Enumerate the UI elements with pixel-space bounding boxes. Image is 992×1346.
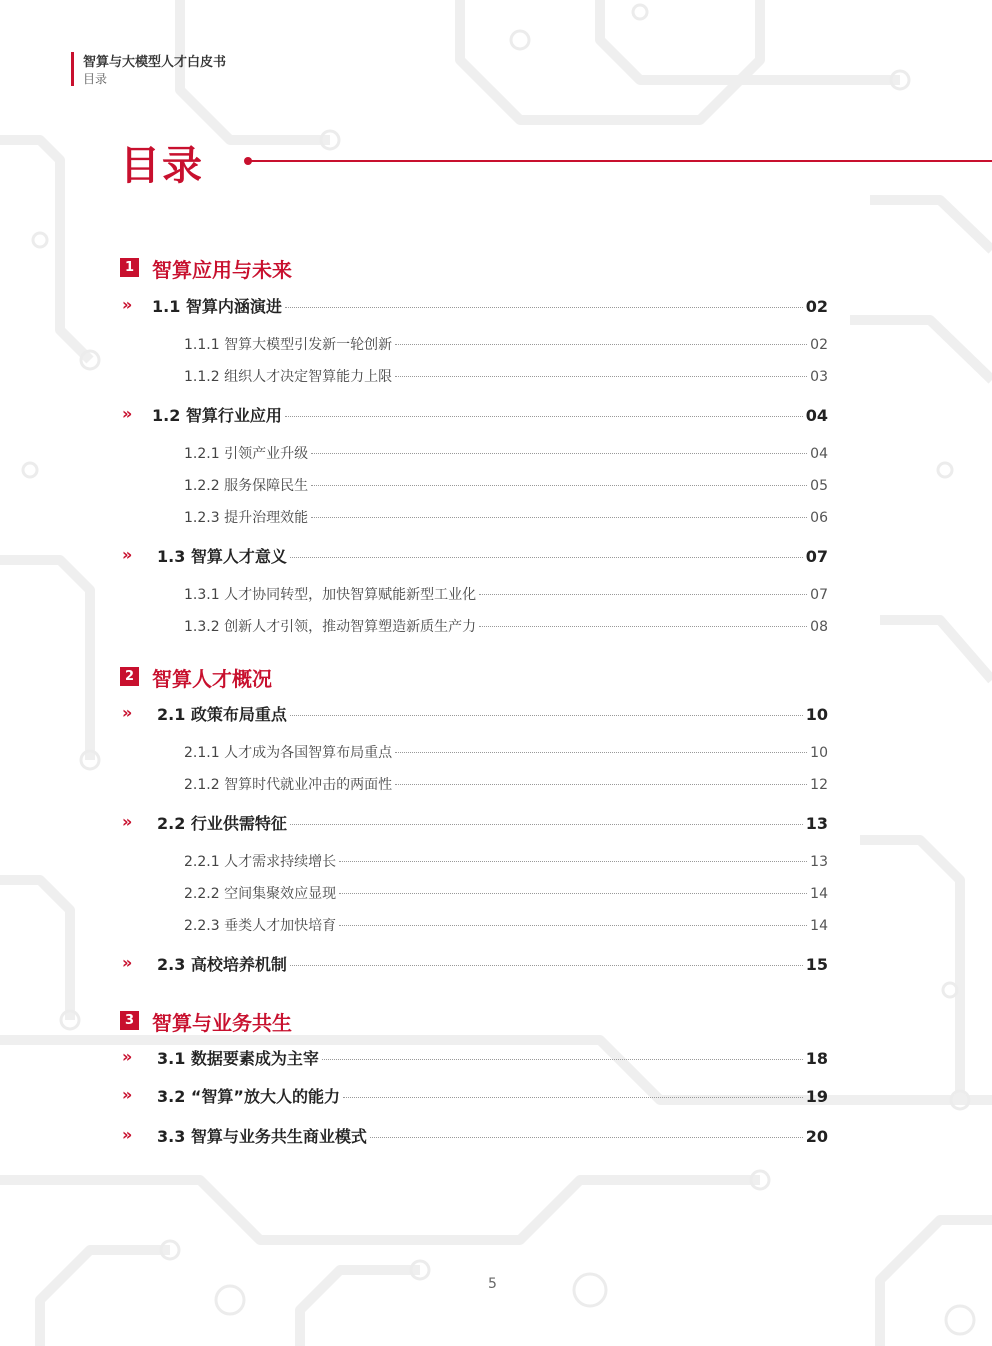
section-number-badge: 3 [120, 1011, 139, 1030]
toc-entry-text: 1.3.2 创新人才引领，推动智算塑造新质生产力 [184, 619, 477, 635]
toc-entry-text: 1.2.1 引领产业升级 [184, 446, 309, 462]
toc-page-number: 10 [810, 745, 828, 761]
toc-page-number: 08 [810, 619, 828, 635]
toc-entry-text: 1.1 智算内涵演进 [152, 297, 282, 316]
header-accent-bar [71, 52, 74, 86]
toc-page-number: 03 [810, 369, 828, 385]
toc-subentry[interactable] [184, 851, 828, 871]
dot-leader [290, 557, 803, 558]
double-chevron-right-icon: » [122, 404, 133, 423]
toc-page-number: 04 [810, 446, 828, 462]
dot-leader [395, 752, 807, 753]
dot-leader [479, 626, 807, 627]
dot-leader [339, 861, 807, 862]
section-number-badge: 2 [120, 667, 139, 686]
dot-leader [395, 344, 807, 345]
section-title: 智算应用与未来 [152, 258, 292, 282]
toc-entry[interactable] [157, 1084, 828, 1107]
double-chevron-right-icon: » [122, 1125, 133, 1144]
toc-page-number: 12 [810, 777, 828, 793]
dot-leader [311, 517, 807, 518]
title-rule [250, 160, 992, 162]
double-chevron-right-icon: » [122, 953, 133, 972]
toc-entry-text: 2.2 行业供需特征 [157, 814, 287, 833]
page-number: 5 [488, 1276, 497, 1292]
toc-subentry[interactable] [184, 507, 828, 527]
dot-leader [290, 715, 803, 716]
toc-entry-text: 1.3.1 人才协同转型，加快智算赋能新型工业化 [184, 587, 477, 603]
double-chevron-right-icon: » [122, 1047, 133, 1066]
toc-entry-text: 1.2.3 提升治理效能 [184, 510, 309, 526]
toc-page-number: 14 [810, 886, 828, 902]
toc-entry-text: 1.2 智算行业应用 [152, 406, 282, 425]
toc-entry-text: 1.2.2 服务保障民生 [184, 478, 309, 494]
toc-page-number: 02 [805, 297, 828, 316]
toc-entry-text: 1.3 智算人才意义 [157, 547, 287, 566]
toc-subentry[interactable] [184, 883, 828, 903]
toc-page-number: 13 [810, 854, 828, 870]
toc-entry[interactable] [157, 1124, 828, 1147]
toc-page-number: 04 [805, 406, 828, 425]
toc-page-number: 19 [805, 1087, 828, 1106]
toc-page-number: 07 [810, 587, 828, 603]
toc-entry-text: 2.1 政策布局重点 [157, 705, 287, 724]
dot-leader [285, 307, 803, 308]
double-chevron-right-icon: » [122, 812, 133, 831]
section-number-badge: 1 [120, 258, 139, 277]
toc-entry[interactable] [157, 1046, 828, 1069]
toc-entry-text: 2.1.2 智算时代就业冲击的两面性 [184, 777, 393, 793]
toc-entry[interactable] [157, 544, 828, 567]
toc-subentry[interactable] [184, 616, 828, 636]
toc-entry[interactable] [157, 702, 828, 725]
toc-entry[interactable] [152, 403, 828, 426]
toc-entry[interactable] [157, 952, 828, 975]
dot-leader [479, 594, 807, 595]
toc-subentry[interactable] [184, 774, 828, 794]
double-chevron-right-icon: » [122, 545, 133, 564]
toc-entry-text: 3.2 “智算”放大人的能力 [157, 1087, 340, 1106]
toc-page-number: 15 [805, 955, 828, 974]
dot-leader [370, 1137, 803, 1138]
section-title: 智算与业务共生 [152, 1011, 292, 1035]
toc-entry-text: 2.3 高校培养机制 [157, 955, 287, 974]
dot-leader [322, 1059, 803, 1060]
toc-entry-text: 2.1.1 人才成为各国智算布局重点 [184, 745, 393, 761]
toc-page-number: 02 [810, 337, 828, 353]
toc-page-number: 05 [810, 478, 828, 494]
toc-entry[interactable] [152, 294, 828, 317]
dot-leader [395, 784, 807, 785]
dot-leader [311, 485, 807, 486]
toc-subentry[interactable] [184, 475, 828, 495]
toc-entry-text: 1.1.2 组织人才决定智算能力上限 [184, 369, 393, 385]
dot-leader [311, 453, 807, 454]
toc-entry[interactable] [157, 811, 828, 834]
double-chevron-right-icon: » [122, 1085, 133, 1104]
toc-page-number: 14 [810, 918, 828, 934]
toc-page-number: 07 [805, 547, 828, 566]
dot-leader [343, 1097, 803, 1098]
double-chevron-right-icon: » [122, 295, 133, 314]
toc-entry-text: 1.1.1 智算大模型引发新一轮创新 [184, 337, 393, 353]
toc-entry-text: 3.3 智算与业务共生商业模式 [157, 1127, 367, 1146]
dot-leader [285, 416, 803, 417]
header-title: 智算与大模型人才白皮书 [83, 55, 227, 70]
toc-page-number: 20 [805, 1127, 828, 1146]
dot-leader [339, 893, 807, 894]
dot-leader [290, 824, 803, 825]
double-chevron-right-icon: » [122, 703, 133, 722]
dot-leader [339, 925, 807, 926]
toc-subentry[interactable] [184, 366, 828, 386]
toc-subentry[interactable] [184, 742, 828, 762]
toc-page-number: 18 [805, 1049, 828, 1068]
toc-entry-text: 2.2.3 垂类人才加快培育 [184, 918, 337, 934]
toc-page-number: 13 [805, 814, 828, 833]
toc-page-number: 10 [805, 705, 828, 724]
toc-subentry[interactable] [184, 334, 828, 354]
page-title: 目录 [120, 143, 204, 189]
dot-leader [395, 376, 807, 377]
section-title: 智算人才概况 [152, 667, 272, 691]
toc-entry-text: 2.2.2 空间集聚效应显现 [184, 886, 337, 902]
toc-entry-text: 3.1 数据要素成为主宰 [157, 1049, 319, 1068]
dot-leader [290, 965, 803, 966]
toc-entry-text: 2.2.1 人才需求持续增长 [184, 854, 337, 870]
toc-subentry[interactable] [184, 443, 828, 463]
toc-page-number: 06 [810, 510, 828, 526]
toc-subentry[interactable] [184, 915, 828, 935]
header-subtitle: 目录 [83, 72, 108, 86]
toc-subentry[interactable] [184, 584, 828, 604]
